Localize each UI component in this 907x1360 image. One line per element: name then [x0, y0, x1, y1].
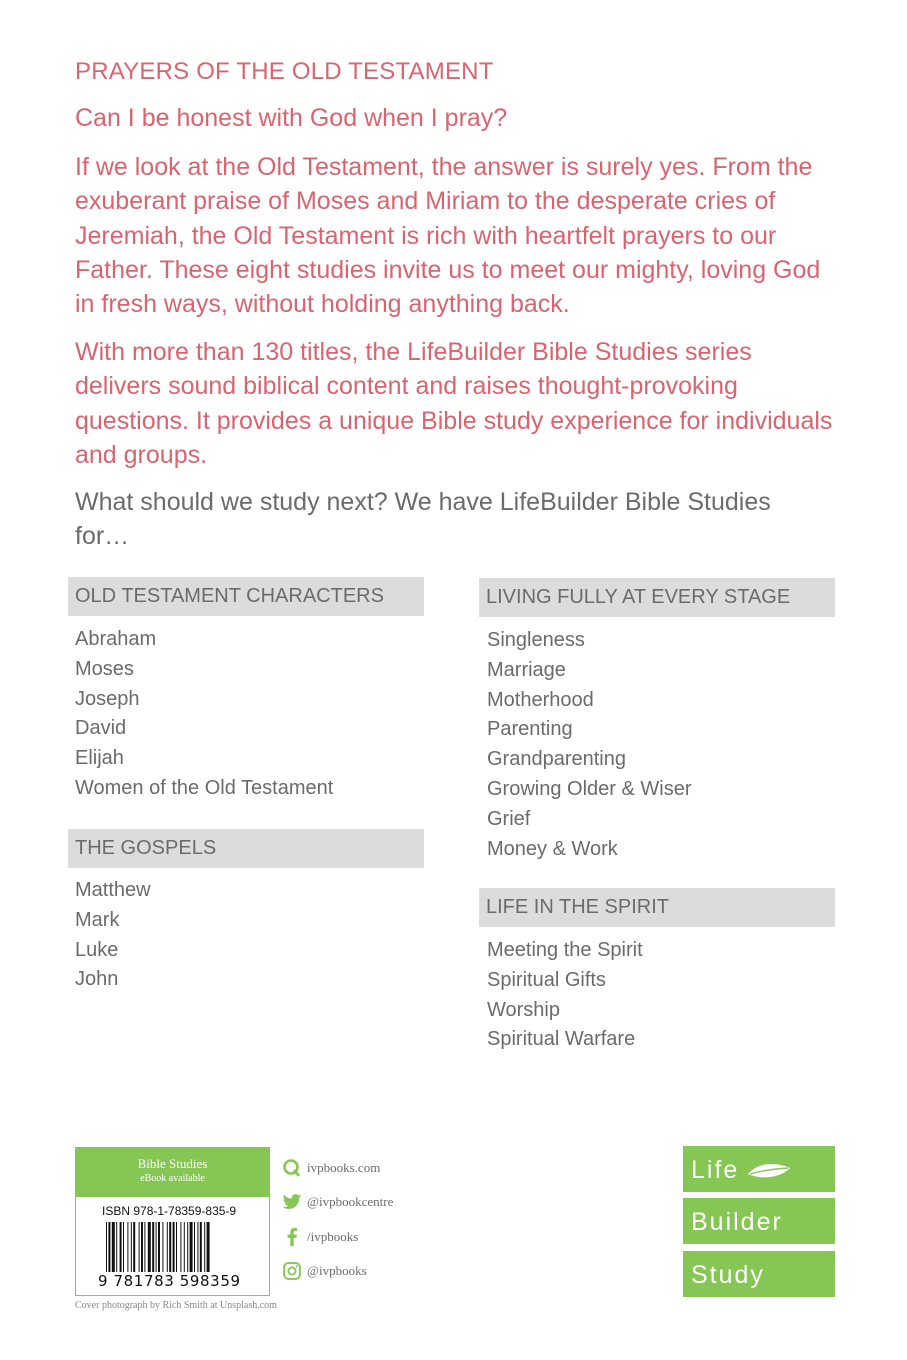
social-label: @ivpbookcentre: [307, 1194, 394, 1209]
list-item: Spiritual Gifts: [487, 968, 606, 991]
badge-subtitle: eBook available: [140, 1173, 205, 1184]
facebook-icon: [282, 1227, 302, 1247]
description-paragraph: If we look at the Old Testament, the answer is surely yes. From the exuberant praise of Moses and Miriam to the desperate cries of Jeremiah, the Old Testament is rich with heartfelt prayers to our Father. These eight studies invite us to meet our mighty, loving God in fresh ways, without holding anything back.: [75, 153, 821, 319]
list-item: Spiritual Warfare: [487, 1028, 636, 1051]
list-item: Mark: [75, 908, 120, 931]
list-item: Grandparenting: [487, 748, 626, 771]
list-item: Singleness: [487, 629, 585, 651]
social-label: ivpbooks.com: [307, 1160, 381, 1175]
list-item: Grief: [487, 807, 531, 830]
section-heading-life-in-spirit: LIFE IN THE SPIRIT: [479, 888, 835, 927]
badge-title: Bible Studies: [137, 1156, 208, 1171]
list-item: Parenting: [487, 718, 573, 741]
section-heading-living-fully: LIVING FULLY AT EVERY STAGE: [479, 578, 835, 617]
logo-builder: Builder: [683, 1198, 835, 1244]
list-item: Women of the Old Testament: [75, 776, 334, 799]
spirit-list: [487, 936, 643, 1055]
gospels-list: [75, 876, 151, 995]
living-fully-list: [487, 626, 692, 864]
subtitle-question: Can I be honest with God when I pray?: [75, 104, 508, 132]
social-website[interactable]: [282, 1158, 380, 1178]
leaf-icon: [746, 1160, 792, 1182]
isbn-label: ISBN 978-1-78359-835-9: [102, 1204, 237, 1218]
barcode-panel: [75, 1197, 270, 1296]
series-paragraph: With more than 130 titles, the LifeBuilder Bible Studies series delivers sound biblical content and raises thought-provoking questions. It provides a unique Bible study experience for individuals and groups.: [75, 338, 833, 469]
next-study-prompt: What should we study next? We have LifeBuilder Bible Studies for…: [75, 488, 771, 551]
section-heading-ot-characters: OLD TESTAMENT CHARACTERS: [68, 577, 424, 616]
list-item: John: [75, 968, 119, 991]
list-item: Moses: [75, 657, 134, 680]
list-item: Growing Older & Wiser: [487, 777, 692, 800]
list-item: Elijah: [75, 747, 124, 770]
social-label: @ivpbooks: [307, 1263, 367, 1278]
list-item: Abraham: [75, 628, 157, 650]
social-label: /ivpbooks: [307, 1229, 359, 1244]
list-item: David: [75, 717, 127, 740]
photo-credit: Cover photograph by Rich Smith at Unsplash.com: [75, 1300, 277, 1311]
barcode-digits: 9 781783 598359: [98, 1272, 241, 1290]
list-item: Money & Work: [487, 837, 618, 860]
list-item: Meeting the Spirit: [487, 939, 643, 961]
barcode-icon: [106, 1222, 244, 1272]
logo-study: Study: [683, 1251, 835, 1297]
list-item: Luke: [75, 938, 119, 961]
twitter-icon: [282, 1192, 302, 1212]
social-instagram[interactable]: [282, 1261, 367, 1281]
ivp-q-icon: [282, 1158, 302, 1178]
social-twitter[interactable]: [282, 1192, 393, 1212]
logo-text-life: Life: [691, 1156, 740, 1184]
ebook-badge: [75, 1147, 270, 1197]
section-heading-gospels: THE GOSPELS: [68, 829, 424, 868]
logo-life: [683, 1146, 835, 1192]
list-item: Motherhood: [487, 688, 594, 711]
instagram-icon: [282, 1261, 302, 1281]
list-item: Worship: [487, 998, 560, 1021]
list-item: Matthew: [75, 879, 151, 901]
list-item: Marriage: [487, 658, 566, 681]
page-title: PRAYERS OF THE OLD TESTAMENT: [75, 58, 494, 85]
social-facebook[interactable]: [282, 1227, 358, 1247]
ot-characters-list: [75, 625, 333, 804]
list-item: Joseph: [75, 687, 140, 710]
